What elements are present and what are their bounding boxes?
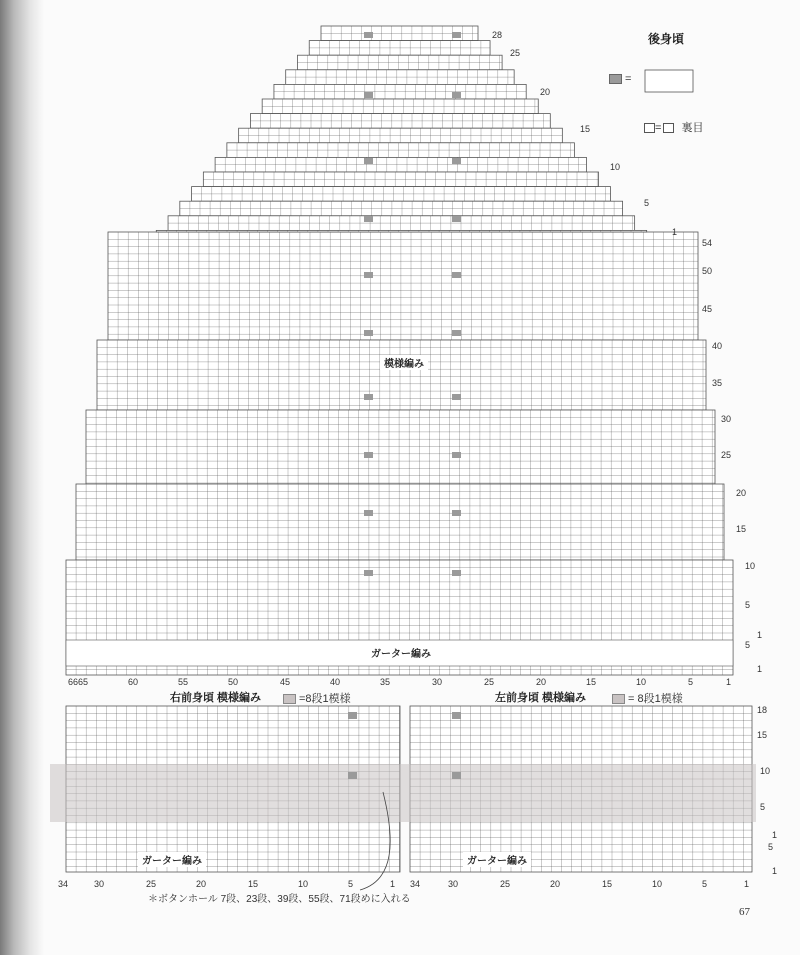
cable-filled-square — [452, 452, 461, 458]
back-yoke-strip-frame — [156, 230, 646, 232]
axis-number: 34 — [58, 879, 69, 889]
axis-number: 20 — [540, 87, 551, 97]
cable-filled-square — [348, 772, 357, 779]
axis-number: 15 — [757, 730, 768, 740]
back-body-title: 後身頃 — [648, 32, 685, 46]
axis-number: 25 — [146, 879, 157, 889]
axis-number: 25 — [721, 450, 732, 460]
cable-filled-square — [364, 452, 373, 458]
back-body-block-frame — [86, 410, 715, 484]
axis-number: 15 — [586, 677, 597, 687]
axis-number: 65 — [78, 677, 89, 687]
axis-number: 10 — [298, 879, 309, 889]
axis-number: 35 — [380, 677, 391, 687]
axis-number: 25 — [484, 677, 495, 687]
axis-number: 15 — [248, 879, 259, 889]
axis-number: 66 — [68, 677, 79, 687]
axis-number: 40 — [330, 677, 341, 687]
cable-filled-square — [452, 330, 461, 336]
axis-number: 50 — [228, 677, 239, 687]
axis-number: 1 — [744, 879, 750, 889]
filled-square-icon — [609, 74, 622, 84]
right-front-garter-label: ガーター編み — [138, 852, 206, 867]
legend-purl-key: = 裏目 — [644, 119, 704, 135]
axis-number: 30 — [94, 879, 105, 889]
purl-symbol-icon — [663, 123, 674, 133]
axis-number: 10 — [610, 162, 621, 172]
back-body-block-frame — [97, 340, 706, 410]
axis-number: 50 — [702, 266, 713, 276]
cable-filled-square — [348, 712, 357, 719]
axis-number: 20 — [736, 488, 747, 498]
cable-filled-square — [452, 510, 461, 516]
legend-cable-key: = — [609, 73, 631, 85]
axis-number: 45 — [702, 304, 713, 314]
cable-filled-square — [452, 216, 461, 222]
cable-filled-square — [452, 272, 461, 278]
axis-number: 1 — [772, 830, 778, 840]
cable-filled-square — [364, 510, 373, 516]
axis-number: 10 — [652, 879, 663, 889]
back-body-block-frame — [76, 484, 724, 560]
right-front-legend: =8段1模様 — [283, 690, 351, 706]
axis-number: 30 — [448, 879, 459, 889]
axis-number: 25 — [510, 48, 521, 58]
back-body-block-frame — [108, 232, 698, 340]
cable-filled-square — [364, 216, 373, 222]
axis-number: 55 — [178, 677, 189, 687]
left-front-garter-label: ガーター編み — [463, 852, 531, 867]
cable-filled-square — [452, 772, 461, 779]
cable-filled-square — [364, 272, 373, 278]
axis-number: 30 — [721, 414, 732, 424]
axis-number: 10 — [760, 766, 771, 776]
shade-square-icon — [283, 694, 296, 704]
open-square-icon — [644, 123, 655, 133]
axis-number: 5 — [760, 802, 766, 812]
axis-number: 60 — [128, 677, 139, 687]
axis-number: 18 — [757, 705, 768, 715]
cable-filled-square — [364, 158, 373, 164]
axis-number: 54 — [702, 238, 713, 248]
axis-number: 28 — [492, 30, 503, 40]
axis-number: 45 — [280, 677, 291, 687]
axis-number: 40 — [712, 341, 723, 351]
cable-filled-square — [364, 92, 373, 98]
axis-number: 1 — [390, 879, 396, 889]
axis-number: 1 — [726, 677, 732, 687]
cable-filled-square — [452, 712, 461, 719]
back-pattern-label: 模様編み — [380, 355, 428, 370]
back-garter-label: ガーター編み — [367, 645, 435, 660]
cable-filled-square — [364, 330, 373, 336]
left-front-title: 左前身頃 模様編み — [495, 692, 587, 704]
axis-number: 34 — [410, 879, 421, 889]
legend-cable-box — [645, 70, 693, 92]
axis-number: 5 — [688, 677, 694, 687]
axis-number: 20 — [536, 677, 547, 687]
axis-number: 5 — [644, 198, 650, 208]
right-front-title: 右前身頃 模様編み — [170, 692, 262, 704]
axis-number: 20 — [550, 879, 561, 889]
cable-filled-square — [364, 32, 373, 38]
axis-number: 15 — [736, 524, 747, 534]
axis-number: 5 — [768, 842, 774, 852]
axis-number: 15 — [580, 124, 591, 134]
axis-number: 1 — [672, 227, 678, 237]
left-front-legend: = 8段1模様 — [612, 690, 683, 706]
cable-filled-square — [452, 92, 461, 98]
cable-filled-square — [452, 394, 461, 400]
axis-number: 5 — [745, 640, 751, 650]
cable-filled-square — [452, 32, 461, 38]
cable-filled-square — [364, 394, 373, 400]
axis-number: 1 — [757, 664, 763, 674]
axis-number: 5 — [702, 879, 708, 889]
axis-number: 5 — [745, 600, 751, 610]
axis-number: 25 — [500, 879, 511, 889]
shade-square-icon — [612, 694, 625, 704]
axis-number: 10 — [745, 561, 756, 571]
axis-number: 1 — [772, 866, 778, 876]
axis-number: 30 — [432, 677, 443, 687]
axis-number: 5 — [348, 879, 354, 889]
axis-number: 35 — [712, 378, 723, 388]
buttonhole-note: ＊ボタンホール 7段、23段、39段、55段、71段めに入れる — [148, 894, 411, 905]
axis-number: 10 — [636, 677, 647, 687]
pattern-repeat-shade — [50, 764, 756, 822]
axis-number: 20 — [196, 879, 207, 889]
page-number: 67 — [739, 906, 750, 918]
axis-number: 1 — [757, 630, 763, 640]
cable-filled-square — [452, 158, 461, 164]
cable-filled-square — [364, 570, 373, 576]
axis-number: 15 — [602, 879, 613, 889]
cable-filled-square — [452, 570, 461, 576]
